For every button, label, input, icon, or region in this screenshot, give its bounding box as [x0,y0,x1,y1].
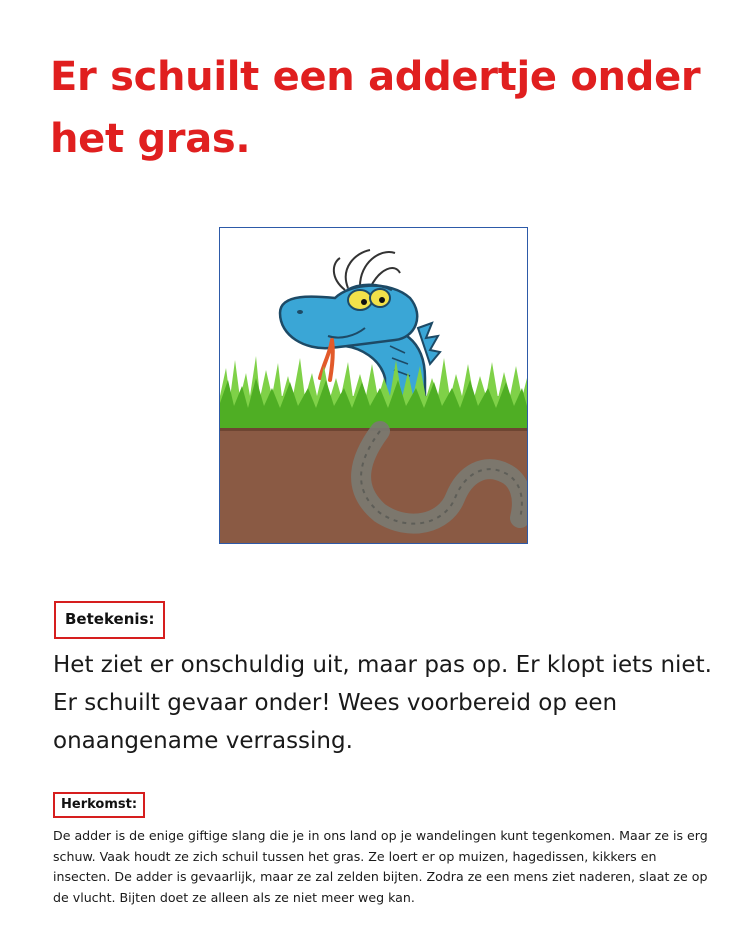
origin-text: De adder is de enige giftige slang die je in ons land op je wandelingen kunt tegenkomen. Maar ze is erg schuw. Vaak houdt ze zich schuil tussen het gras. Ze loert er op muizen, hagedissen, kikkers en insecten. De adder is gevaarlijk, maar ze zal zelden bijten. Zodra ze een mens ziet naderen, slaat ze op de vlucht. Bijten doet ze alleen als ze niet meer weg kan. [53,828,708,905]
page-title: Er schuilt een addertje onder het gras. [50,54,701,162]
snake-in-grass-illustration [219,227,528,544]
soil [220,428,527,543]
meaning-label: Betekenis: [54,601,165,639]
origin-label: Herkomst: [53,792,145,818]
meaning-text: Het ziet er onschuldig uit, maar pas op. Er klopt iets niet. Er schuilt gevaar onder! Wees voorbereid op een onaangename verrassing. [53,652,712,754]
